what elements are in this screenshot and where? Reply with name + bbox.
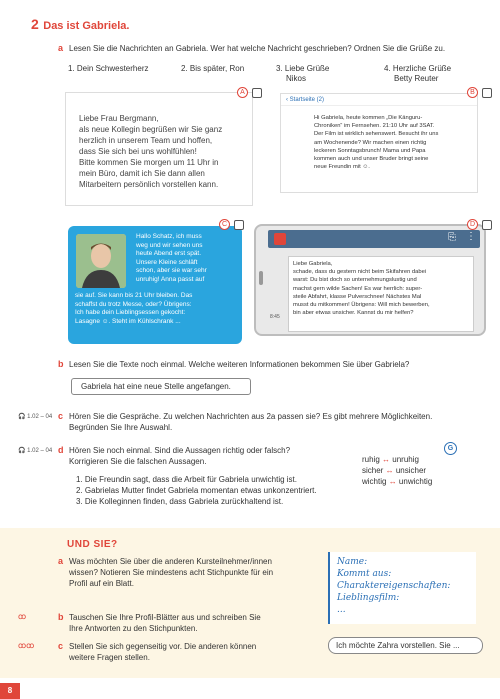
answer-checkbox-d[interactable] (482, 220, 492, 230)
statement: 1. Die Freundin sagt, dass die Arbeit für Gabriela unwichtig ist. (76, 475, 297, 484)
task-c-audio[interactable] (18, 413, 52, 420)
message-a-line: mein Büro, damit ich Sie dann allen (79, 169, 205, 178)
message-b-line: leckeren Sonntagsbrunch! Mama und Papa (314, 147, 426, 154)
task-d-line: Hören Sie noch einmal. Sind die Aussagen richtig oder falsch? (69, 446, 291, 455)
statement: 2. Gabrielas Mutter findet Gabriela momentan etwas unkonzentriert. (76, 486, 317, 495)
und-sie-c-letter: c (58, 641, 64, 651)
profile-field: Name: (337, 557, 368, 567)
message-d-line: Liebe Gabriela, (293, 261, 333, 267)
answer-checkbox-c[interactable] (234, 220, 244, 230)
message-c-line: weg und wir sehen uns (136, 241, 203, 249)
und-sie-a-line: Profil auf ein Blatt. (69, 579, 134, 588)
message-b-line: kommen auch und unser Bruder bringt seine (314, 156, 429, 163)
task-d-audio-track: 1.02 – 04 (27, 448, 53, 454)
task-c-line: Hören Sie die Gespräche. Zu welchen Nachrichten aus 2a passen sie? Es gibt mehrere Möglichkeiten. (69, 412, 433, 421)
back-chevron-icon[interactable]: ‹ (286, 97, 288, 103)
message-b-line: am Wochenende? Wir machen einen richtig (314, 139, 427, 146)
task-b-example-answer: Gabriela hat eine neue Stelle angefangen. (71, 378, 251, 395)
word-pair (362, 476, 432, 487)
task-d-text (69, 445, 290, 467)
task-b-text: Lesen Sie die Texte noch einmal. Welche weiteren Informationen bekommen Sie über Gabriela? (69, 360, 410, 369)
profile-sheet (328, 552, 476, 624)
pair-work-icon: ꝏ (18, 612, 27, 621)
section-title: Das ist Gabriela. (43, 20, 130, 32)
und-sie-b-text (69, 612, 261, 634)
message-c-line: Hallo Schatz, ich muss (136, 233, 202, 240)
message-d-phone (254, 224, 486, 336)
und-sie-c-text (69, 641, 256, 663)
double-arrow-icon: ↔ (388, 477, 397, 486)
task-a-text: Lesen Sie die Nachrichten an Gabriela. Wer hat welche Nachricht geschrieben? Ordnen Sie die Grüße zu. (69, 44, 446, 53)
person-photo-icon (76, 234, 126, 288)
und-sie-b-line: Ihre Antworten zu den Stichpunkten. (69, 624, 198, 633)
more-menu-icon[interactable]: ⋮ (466, 231, 476, 242)
label-a: A (237, 87, 248, 98)
und-sie-section (0, 528, 500, 678)
message-c-bubble (68, 226, 242, 344)
word-pairs (362, 454, 432, 487)
word-a: wichtig (362, 477, 387, 486)
message-c-line: sie auf. Sie kann bis 21 Uhr bleiben. Das (75, 292, 193, 299)
message-a-body (66, 93, 252, 190)
task-c-text (69, 411, 432, 433)
message-a-line: Mitarbeitern persönlich vorstellen kann. (79, 180, 219, 189)
message-b-line: neue Freundin mit ☺. (314, 164, 370, 171)
answer-checkbox-a[interactable] (252, 88, 262, 98)
message-d-line: schade, dass du gestern nicht beim Skifahren dabei (293, 269, 427, 276)
section-number: 2 (31, 16, 39, 32)
message-c-line: schon, aber sie war sehr (136, 267, 207, 275)
group-work-icon: ꝏꝏ (18, 641, 35, 650)
task-c-line: Begründen Sie Ihre Auswahl. (69, 423, 173, 432)
message-d-line: musst du mitkommen! Übrigens: Will mich bewerben, (293, 302, 430, 309)
task-a-letter: a (58, 43, 64, 53)
message-c-line: Unsere Kleine schläft (136, 258, 198, 266)
example-sentence-bubble: Ich möchte Zahra vorstellen. Sie ... (328, 637, 483, 654)
word-pair (362, 454, 432, 465)
label-b: B (467, 87, 478, 98)
double-arrow-icon: ↔ (382, 455, 391, 464)
profile-field: Charaktereigenschaften: (337, 581, 451, 591)
message-c-line: Lasagne ☺. Steht im Kühlschrank ... (75, 317, 181, 325)
profile-field: ... (337, 605, 346, 615)
greeting-2: 2. Bis später, Ron (181, 64, 245, 73)
profile-field: Kommt aus: (337, 569, 392, 579)
message-c-line: unruhig! Anna passt auf (136, 275, 205, 283)
phone-time: 8:45 (270, 314, 280, 320)
phone-home-button (259, 271, 263, 285)
message-a-line: dass Sie sich bei uns wohlfühlen! (79, 147, 197, 156)
message-c-line: Ich habe dein Lieblingsessen gekocht: (75, 309, 186, 317)
message-a-line: Liebe Frau Bergmann, (79, 114, 159, 123)
headphones-icon: 🎧 (18, 414, 26, 420)
message-d-body (288, 256, 474, 332)
und-sie-a-letter: a (58, 556, 64, 566)
und-sie-a-text (69, 556, 273, 589)
profile-field: Lieblingsfilm: (337, 593, 400, 603)
message-b-line: Der Film ist wirklich sehenswert. Besucht ihr uns (314, 131, 439, 138)
message-b-header (281, 94, 477, 106)
word-pair (362, 465, 432, 476)
message-b-body (314, 114, 477, 171)
und-sie-b-line: Tauschen Sie Ihre Profil-Blätter aus und schreiben Sie (69, 613, 261, 622)
task-d-audio[interactable] (18, 447, 52, 454)
message-b-line: Hi Gabriela, heute kommen „Die Känguru- (314, 115, 423, 121)
statement: 3. Die Kolleginnen finden, dass Gabriela zurückhaltend ist. (76, 497, 284, 506)
double-arrow-icon: ↔ (385, 466, 394, 475)
label-d: D (467, 219, 478, 230)
message-d-line: bin aber etwas unsicher. Kannst du mir helfen? (293, 310, 414, 317)
und-sie-title: UND SIE? (67, 539, 118, 550)
word-b: unruhig (392, 455, 419, 464)
attachment-icon[interactable]: ⎘ (448, 232, 456, 243)
task-c-audio-track: 1.02 – 04 (27, 414, 53, 420)
und-sie-c-line: Stellen Sie sich gegenseitig vor. Die anderen können (69, 642, 257, 651)
message-a-line: herzlich in unserem Team und hoffen, (79, 136, 213, 145)
und-sie-c-line: weitere Fragen stellen. (69, 653, 150, 662)
answer-checkbox-b[interactable] (482, 88, 492, 98)
greeting-4-line2: Betty Reuter (394, 74, 439, 83)
task-c-letter: c (58, 411, 64, 421)
message-b-header-text: Startseite (2) (289, 97, 325, 103)
app-logo-icon (274, 233, 286, 245)
message-b-line: Chroniken“ im Fernsehen. 21:10 Uhr auf 3SAT. (314, 123, 435, 130)
word-b: unwichtig (398, 477, 433, 486)
greeting-3 (276, 64, 329, 84)
message-d-line: warst: Du bist doch so unternehmungslustig und (293, 277, 417, 284)
message-a-line: Bitte kommen Sie morgen um 11 Uhr in (79, 158, 219, 167)
message-d-line: machst gern wilde Sachen! Es war herrlich: super- (293, 285, 423, 292)
message-b-card (280, 93, 478, 193)
message-a-line: als neue Kollegin begrüßen wir Sie ganz (79, 125, 223, 134)
greeting-1: 1. Dein Schwesterherz (68, 64, 149, 73)
message-a-card (66, 93, 252, 205)
message-c-line: schaffst du trotz Messe, oder? Übrigens: (75, 300, 192, 308)
task-d-letter: d (58, 445, 64, 455)
headphones-icon: 🎧 (18, 448, 26, 454)
message-c-line: heute Abend erst spät. (136, 250, 202, 258)
profile-photo (76, 234, 126, 288)
word-a: ruhig (362, 455, 380, 464)
greeting-3-line2: Nikos (286, 74, 307, 83)
greeting-3-line1: 3. Liebe Grüße (276, 64, 330, 73)
message-c-top-lines (136, 233, 207, 285)
phone-app-bar (268, 230, 480, 248)
word-a: sicher (362, 466, 384, 475)
word-b: unsicher (395, 466, 427, 475)
und-sie-b-letter: b (58, 612, 64, 622)
task-d-line: Korrigieren Sie die falschen Aussagen. (69, 457, 207, 466)
greeting-4 (384, 64, 451, 84)
page-number: 8 (0, 683, 20, 699)
section-heading (31, 16, 129, 34)
message-d-line: steile Abfahrt, klasse Pulverschnee! Nächstes Mal (293, 293, 422, 300)
message-c-bottom-lines (75, 292, 192, 326)
und-sie-a-line: Was möchten Sie über die anderen Kursteilnehmer/innen (69, 557, 272, 566)
task-b-letter: b (58, 359, 64, 369)
label-c: C (219, 219, 230, 230)
und-sie-a-line: wissen? Notieren Sie mindestens acht Stichpunkte für ein (69, 568, 274, 577)
grammar-icon: G (444, 442, 457, 455)
task-d-statements (76, 474, 317, 507)
greeting-4-line1: 4. Herzliche Grüße (384, 64, 452, 73)
